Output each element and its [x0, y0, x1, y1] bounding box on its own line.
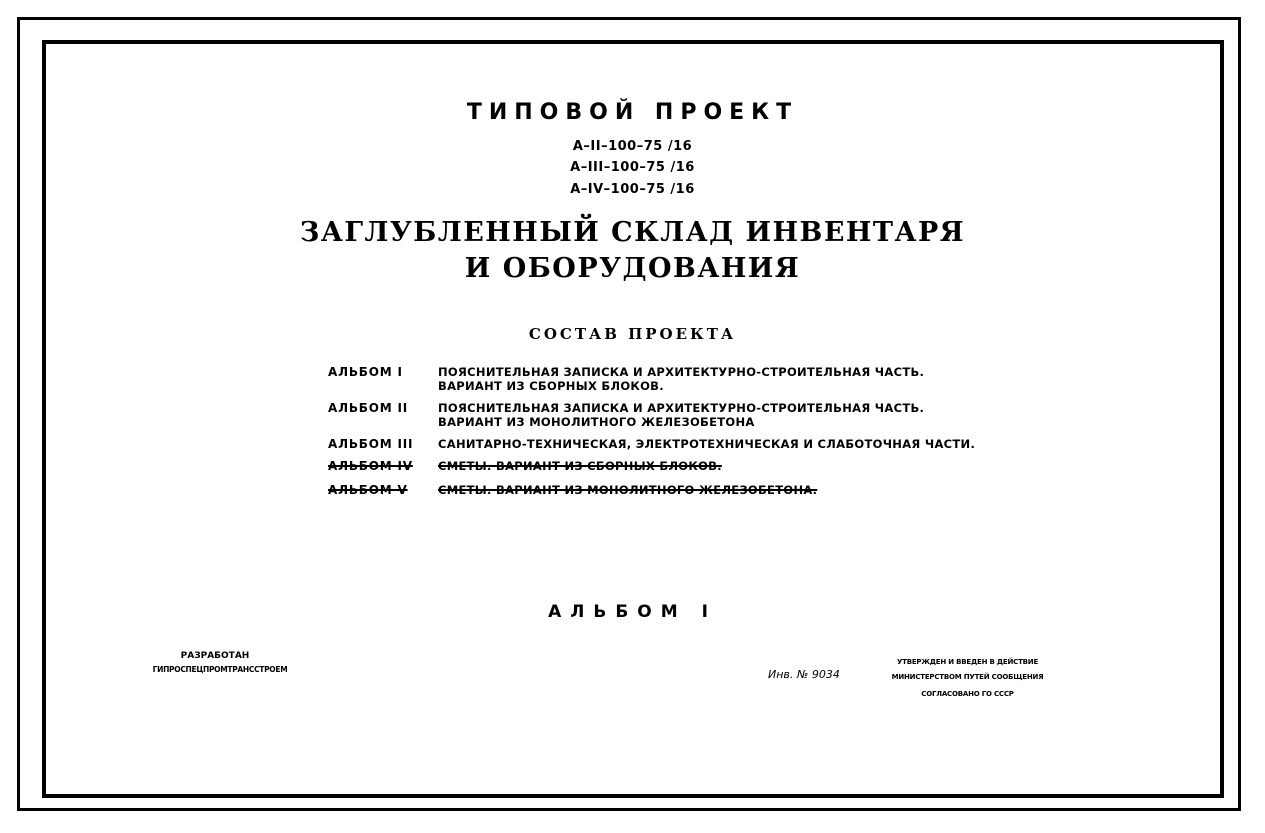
project-heading: ЗАГЛУБЛЕННЫЙ СКЛАД ИНВЕНТАРЯ	[299, 217, 966, 248]
approval-line: СОГЛАСОВАНО ГО СССР	[921, 690, 1014, 698]
project-heading: И ОБОРУДОВАНИЯ	[464, 253, 801, 284]
document-title: ТИПОВОЙ ПРОЕКТ	[466, 100, 799, 125]
album-label: АЛЬБОМ IV	[328, 459, 413, 473]
composition-title: СОСТАВ ПРОЕКТА	[528, 325, 737, 343]
album-item-struck	[328, 483, 988, 497]
album-list	[328, 365, 988, 505]
album-description: САНИТАРНО-ТЕХНИЧЕСКАЯ, ЭЛЕКТРОТЕХНИЧЕСКАЯ И СЛАБОТОЧНАЯ ЧАСТИ.	[438, 437, 976, 451]
inventory-number: Инв. № 9034	[768, 668, 840, 681]
album-description: СМЕТЫ. ВАРИАНТ ИЗ МОНОЛИТНОГО ЖЕЛЕЗОБЕТОНА.	[438, 483, 818, 497]
album-item	[328, 401, 988, 429]
approval-line: МИНИСТЕРСТВОМ ПУТЕЙ СООБЩЕНИЯ	[891, 673, 1044, 681]
project-code: А–III–100–75 /16	[570, 160, 695, 175]
album-label: АЛЬБОМ V	[328, 483, 408, 497]
developer-label: РАЗРАБОТАН	[180, 651, 250, 661]
project-code: А–II–100–75 /16	[572, 139, 693, 154]
album-description: ПОЯСНИТЕЛЬНАЯ ЗАПИСКА И АРХИТЕКТУРНО-СТРОИТЕЛЬНАЯ ЧАСТЬ. ВАРИАНТ ИЗ СБОРНЫХ БЛОКОВ.	[438, 365, 925, 393]
album-description: ПОЯСНИТЕЛЬНАЯ ЗАПИСКА И АРХИТЕКТУРНО-СТРОИТЕЛЬНАЯ ЧАСТЬ. ВАРИАНТ ИЗ МОНОЛИТНОГО ЖЕЛЕЗОБЕТОНА	[438, 401, 925, 429]
album-label: АЛЬБОМ III	[328, 437, 414, 451]
project-code: А–IV–100–75 /16	[570, 182, 695, 197]
album-item	[328, 437, 988, 451]
album-item-struck	[328, 459, 988, 473]
album-description: СМЕТЫ. ВАРИАНТ ИЗ СБОРНЫХ БЛОКОВ.	[438, 459, 722, 473]
album-label: АЛЬБОМ II	[328, 401, 408, 415]
developer-org: ГИПРОСПЕЦПРОМТРАНССТРОЕМ	[152, 665, 288, 674]
album-label: АЛЬБОМ I	[328, 365, 403, 379]
album-number: АЛЬБОМ I	[548, 602, 717, 622]
album-item	[328, 365, 988, 393]
approval-line: УТВЕРЖДЕН И ВВЕДЕН В ДЕЙСТВИЕ	[896, 658, 1039, 666]
